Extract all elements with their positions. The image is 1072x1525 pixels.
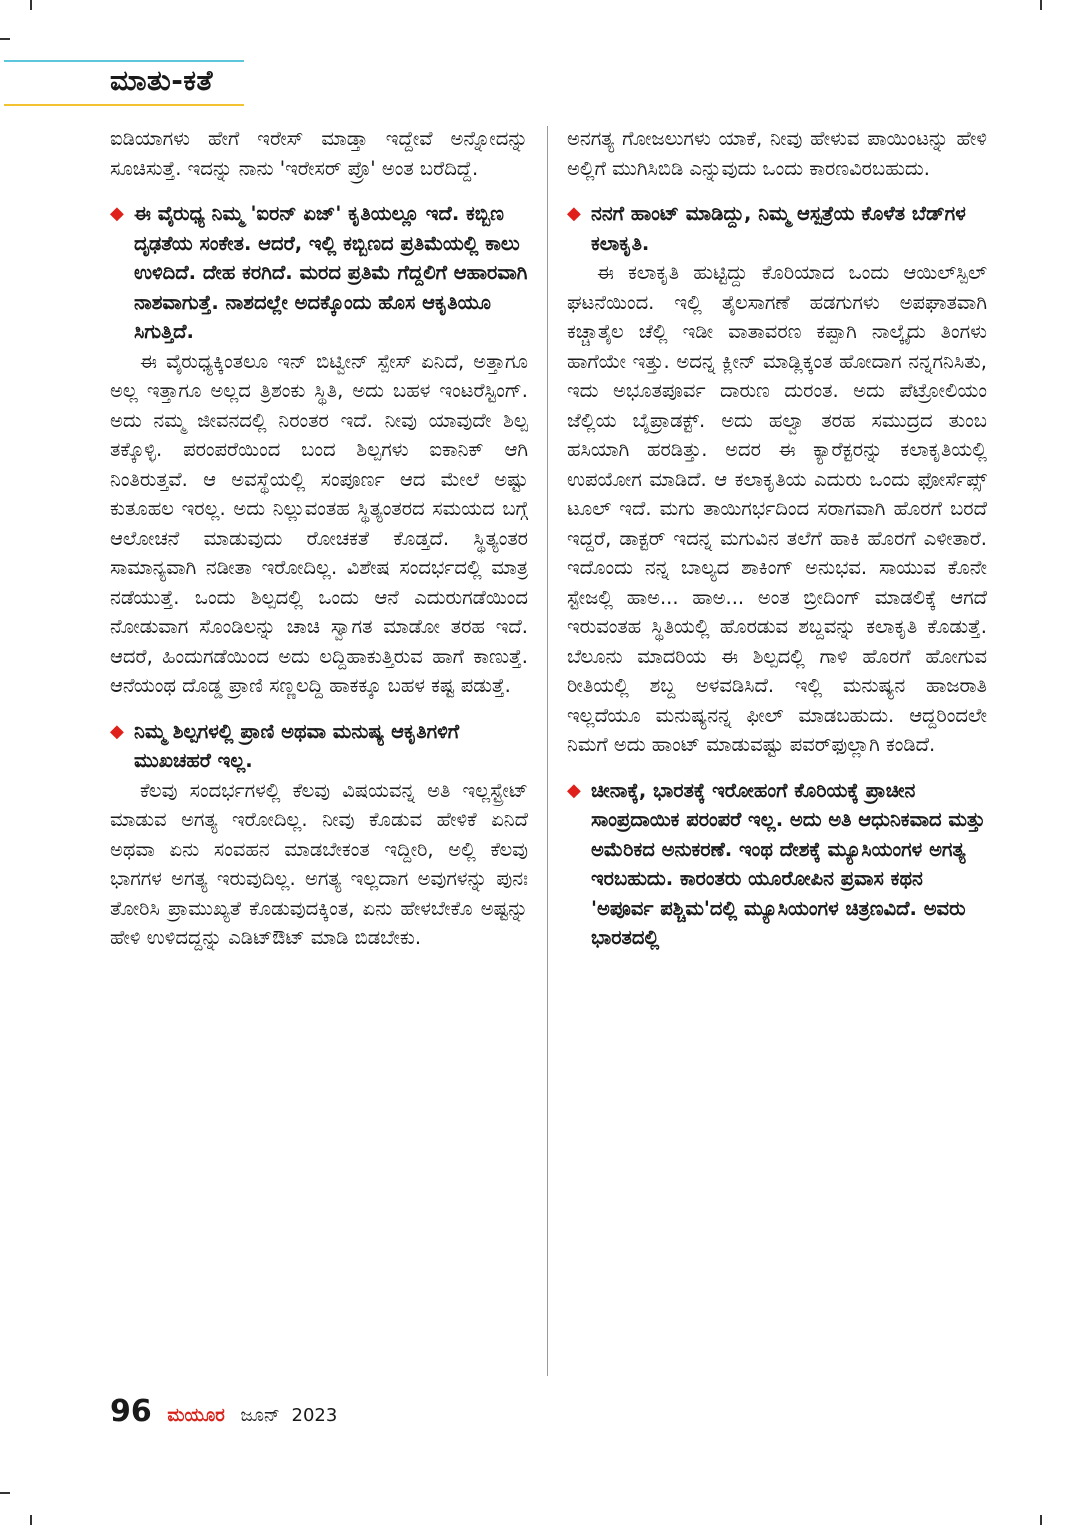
magazine-logo: ಮಯೂರ <box>167 1405 225 1426</box>
page-number: 96 <box>110 1394 152 1429</box>
paragraph: ಈ ಕಲಾಕೃತಿ ಹುಟ್ಟಿದ್ದು ಕೊರಿಯಾದ ಒಂದು ಆಯಿಲ್‌ಸ್ಪಿಲ್ ಘಟನೆಯಿಂದ. ಇಲ್ಲಿ ತೈಲಸಾಗಣೆ ಹಡಗುಗಳು ಅಪಘಾತವಾಗಿ ಕಚ್ಚಾತೈಲ ಚೆಲ್ಲಿ ಇಡೀ ವಾತಾವರಣ ಕಪ್ಪಾಗಿ ನಾಲ್ಕೈದು ತಿಂಗಳು ಹಾಗೆಯೇ ಇತ್ತು. ಅದನ್ನ ಕ್ಲೀನ್ ಮಾಡ್ಲಿಕ್ಕಂತ ಹೋದಾಗ ನನ್ನಗನಿಸಿತು, ಇದು ಅಭೂತಪೂರ್ವ ದಾರುಣ ದುರಂತ. ಅದು ಪೆಟ್ರೋಲಿಯಂ ಜೆಲ್ಲಿಯ ಬೈಪ್ರಾಡಕ್ಟ್. ಅದು ಹಲ್ವಾ ತರಹ ಸಮುದ್ರದ ತುಂಬ ಹಸಿಯಾಗಿ ಹರಡಿತ್ತು. ಅದರ ಈ ಕ್ಯಾರೆಕ್ಟರನ್ನು ಕಲಾಕೃತಿಯಲ್ಲಿ ಉಪಯೋಗ ಮಾಡಿದೆ. ಆ ಕಲಾಕೃತಿಯ ಎದುರು ಒಂದು ಫೋರ್ಸೆಪ್ಸ್ ಟೂಲ್ ಇದೆ. ಮಗು ತಾಯಿಗರ್ಭದಿಂದ ಸರಾಗವಾಗಿ ಹೊರಗೆ ಬರದೆ ಇದ್ದರೆ, ಡಾಕ್ಟರ್ ಇದನ್ನ ಮಗುವಿನ ತಲೆಗೆ ಹಾಕಿ ಹೊರಗೆ ಎಳೀತಾರೆ. ಇದೊಂದು ನನ್ನ ಬಾಲ್ಯದ ಶಾಕಿಂಗ್ ಅನುಭವ. ಸಾಯುವ ಕೊನೇ ಸ್ಟೇಜಲ್ಲಿ ಹಾಅ... ಹಾಅ... ಅಂತ ಬ್ರೀದಿಂಗ್ ಮಾಡಲಿಕ್ಕೆ ಆಗದೆ ಇರುವಂತಹ ಸ್ಥಿತಿಯಲ್ಲಿ ಹೊರಡುವ ಶಬ್ದವನ್ನು ಕಲಾಕೃತಿ ಕೊಡುತ್ತೆ. ಬೆಲೂನು ಮಾದರಿಯ ಈ ಶಿಲ್ಪದಲ್ಲಿ ಗಾಳಿ ಹೊರಗೆ ಹೋಗುವ ರೀತಿಯಲ್ಲಿ ಶಬ್ದ ಅಳವಡಿಸಿದೆ. ಇಲ್ಲಿ ಮನುಷ್ಯನ ಹಾಜರಾತಿ ಇಲ್ಲದೆಯೂ ಮನುಷ್ಯನನ್ನ ಫೀಲ್ ಮಾಡಬಹುದು. ಆದ್ದರಿಂದಲೇ ನಿಮಗೆ ಅದು ಹಾಂಟ್ ಮಾಡುವಷ್ಟು ಪವರ್‌ಫುಲ್ಲಾಗಿ ಕಂಡಿದೆ. <box>567 261 987 756</box>
issue-month: ಜೂನ್ <box>240 1405 280 1426</box>
crop-mark <box>1040 0 1042 10</box>
crop-mark <box>1040 1515 1042 1525</box>
question-text: ಚೀನಾಕ್ಕೆ, ಭಾರತಕ್ಕೆ ಇರೋಹಂಗೆ ಕೊರಿಯಕ್ಕೆ ಪ್ರಾಚೀನ ಸಾಂಪ್ರದಾಯಿಕ ಪರಂಪರೆ ಇಲ್ಲ. ಅದು ಅತಿ ಆಧುನಿಕವಾದ ಮತ್ತು ಅಮೆರಿಕದ ಅನುಕರಣೆ. ಇಂಥ ದೇಶಕ್ಕೆ ಮ್ಯೂಸಿಯಂಗಳ ಅಗತ್ಯ ಇರಬಹುದು. ಕಾರಂತರು ಯೂರೋಪಿನ ಪ್ರವಾಸ ಕಥನ 'ಅಪೂರ್ವ ಪಶ್ಚಿಮ'ದಲ್ಲಿ ಮ್ಯೂಸಿಯಂಗಳ ಚಿತ್ರಣವಿದೆ. ಅವರು ಭಾರತದಲ್ಲಿ <box>591 778 986 949</box>
question <box>567 199 987 258</box>
crop-mark <box>30 0 32 10</box>
column-divider <box>547 126 548 1376</box>
diamond-bullet-icon: ◆ <box>110 203 124 224</box>
question-text: ಈ ವೈರುಧ್ಯ ನಿಮ್ಮ 'ಐರನ್ ಏಜ್' ಕೃತಿಯಲ್ಲೂ ಇದೆ. ಕಬ್ಬಿಣ ದೃಢತೆಯ ಸಂಕೇತ. ಆದರೆ, ಇಲ್ಲಿ ಕಬ್ಬಿಣದ ಪ್ರತಿಮೆಯಲ್ಲಿ ಕಾಲು ಉಳಿದಿದೆ. ದೇಹ ಕರಗಿದೆ. ಮರದ ಪ್ರತಿಮೆ ಗೆದ್ದಲಿಗೆ ಆಹಾರವಾಗಿ ನಾಶವಾಗುತ್ತೆ. ನಾಶದಲ್ಲೇ ಅದಕ್ಕೊಂದು ಹೊಸ ಆಕೃತಿಯೂ ಸಿಗುತ್ತಿದೆ. <box>134 202 528 343</box>
crop-mark <box>0 38 10 40</box>
paragraph: ಐಡಿಯಾಗಳು ಹೇಗೆ ಇರೇಸ್ ಮಾಡ್ತಾ ಇದ್ದೇವೆ ಅನ್ನೋದನ್ನು ಸೂಚಿಸುತ್ತೆ. ಇದನ್ನು ನಾನು 'ಇರೇಸರ್ ಪ್ರೊ' ಅಂತ ಬರೆದಿದ್ದೆ. <box>110 127 528 180</box>
question-text: ನಿಮ್ಮ ಶಿಲ್ಪಗಳಲ್ಲಿ ಪ್ರಾಣಿ ಅಥವಾ ಮನುಷ್ಯ ಆಕೃತಿಗಳಿಗೆ ಮುಖಚಹರೆ ಇಲ್ಲ. <box>134 719 460 772</box>
question-text: ನನಗೆ ಹಾಂಟ್ ಮಾಡಿದ್ದು, ನಿಮ್ಮ ಆಸ್ಪತ್ರೆಯ ಕೊಳೆತ ಬೆಡ್‌ಗಳ ಕಲಾಕೃತಿ. <box>591 202 966 255</box>
header-rule-bottom <box>4 104 244 106</box>
header-rule-top <box>4 60 244 62</box>
diamond-bullet-icon: ◆ <box>110 720 124 742</box>
paragraph: ಅನಗತ್ಯ ಗೋಜಲುಗಳು ಯಾಕೆ, ನೀವು ಹೇಳುವ ಪಾಯಿಂಟನ್ನು ಹೇಳಿ ಅಲ್ಲಿಗೆ ಮುಗಿಸಿಬಿಡಿ ಎನ್ನುವುದು ಒಂದು ಕಾರಣವಿರಬಹುದು. <box>567 127 987 180</box>
question <box>110 199 528 347</box>
left-column <box>110 124 528 969</box>
diamond-bullet-icon: ◆ <box>567 203 581 224</box>
right-column <box>567 124 987 953</box>
diamond-bullet-icon: ◆ <box>567 779 581 801</box>
question <box>567 776 987 953</box>
issue-year: 2023 <box>291 1405 338 1426</box>
crop-mark <box>30 1515 32 1525</box>
crop-mark <box>0 1492 10 1494</box>
question <box>110 717 528 776</box>
section-title: ಮಾತು-ಕತೆ <box>110 64 213 97</box>
page-footer <box>110 1394 337 1429</box>
paragraph: ಕೆಲವು ಸಂದರ್ಭಗಳಲ್ಲಿ ಕೆಲವು ವಿಷಯವನ್ನ ಅತಿ ಇಲ್ಲಸ್ಟ್ರೇಟ್ ಮಾಡುವ ಅಗತ್ಯ ಇರೋದಿಲ್ಲ. ನೀವು ಕೊಡುವ ಹೇಳಿಕೆ ಏನಿದೆ ಅಥವಾ ಏನು ಸಂವಹನ ಮಾಡಬೇಕಂತ ಇದ್ದೀರಿ, ಅಲ್ಲಿ ಕೆಲವು ಭಾಗಗಳ ಅಗತ್ಯ ಇರುವುದಿಲ್ಲ. ಅಗತ್ಯ ಇಲ್ಲದಾಗ ಅವುಗಳನ್ನು ಪುನಃ ತೋರಿಸಿ ಪ್ರಾಮುಖ್ಯತೆ ಕೊಡುವುದಕ್ಕಿಂತ, ಏನು ಹೇಳಬೇಕೊ ಅಷ್ಟನ್ನು ಹೇಳಿ ಉಳಿದದ್ದನ್ನು ಎಡಿಟ್‌ಔಟ್ ಮಾಡಿ ಬಿಡಬೇಕು. <box>110 778 528 949</box>
paragraph: ಈ ವೈರುಧ್ಯಕ್ಕಿಂತಲೂ ಇನ್ ಬಿಟ್ವೀನ್ ಸ್ಪೇಸ್ ಏನಿದೆ, ಅತ್ತಾಗೂ ಅಲ್ಲ ಇತ್ತಾಗೂ ಅಲ್ಲದ ತ್ರಿಶಂಕು ಸ್ಥಿತಿ, ಅದು ಬಹಳ ಇಂಟರೆಸ್ಟಿಂಗ್. ಅದು ನಮ್ಮ ಜೀವನದಲ್ಲಿ ನಿರಂತರ ಇದೆ. ನೀವು ಯಾವುದೇ ಶಿಲ್ಪ ತಕ್ಕೊಳ್ಳಿ. ಪರಂಪರೆಯಿಂದ ಬಂದ ಶಿಲ್ಪಗಳು ಐಕಾನಿಕ್ ಆಗಿ ನಿಂತಿರುತ್ತವೆ. ಆ ಅವಸ್ಥೆಯಲ್ಲಿ ಸಂಪೂರ್ಣ ಆದ ಮೇಲೆ ಅಷ್ಟು ಕುತೂಹಲ ಇರಲ್ಲ. ಅದು ನಿಲ್ಲುವಂತಹ ಸ್ಥಿತ್ಯಂತರದ ಸಮಯದ ಬಗ್ಗೆ ಆಲೋಚನೆ ಮಾಡುವುದು ರೋಚಕತೆ ಕೊಡ್ತದೆ. ಸ್ಥಿತ್ಯಂತರ ಸಾಮಾನ್ಯವಾಗಿ ನಡೀತಾ ಇರೋದಿಲ್ಲ. ವಿಶೇಷ ಸಂದರ್ಭದಲ್ಲಿ ಮಾತ್ರ ನಡೆಯುತ್ತೆ. ಒಂದು ಶಿಲ್ಪದಲ್ಲಿ ಒಂದು ಆನೆ ಎದುರುಗಡೆಯಿಂದ ನೋಡುವಾಗ ಸೊಂಡಿಲನ್ನು ಚಾಚಿ ಸ್ವಾಗತ ಮಾಡೋ ತರಹ ಇದೆ. ಆದರೆ, ಹಿಂದುಗಡೆಯಿಂದ ಅದು ಲದ್ದಿಹಾಕುತ್ತಿರುವ ಹಾಗೆ ಕಾಣುತ್ತೆ. ಆನೆಯಂಥ ದೊಡ್ಡ ಪ್ರಾಣಿ ಸಣ್ಣಲದ್ದಿ ಹಾಕಕ್ಕೂ ಬಹಳ ಕಷ್ಟ ಪಡುತ್ತೆ. <box>110 349 528 697</box>
